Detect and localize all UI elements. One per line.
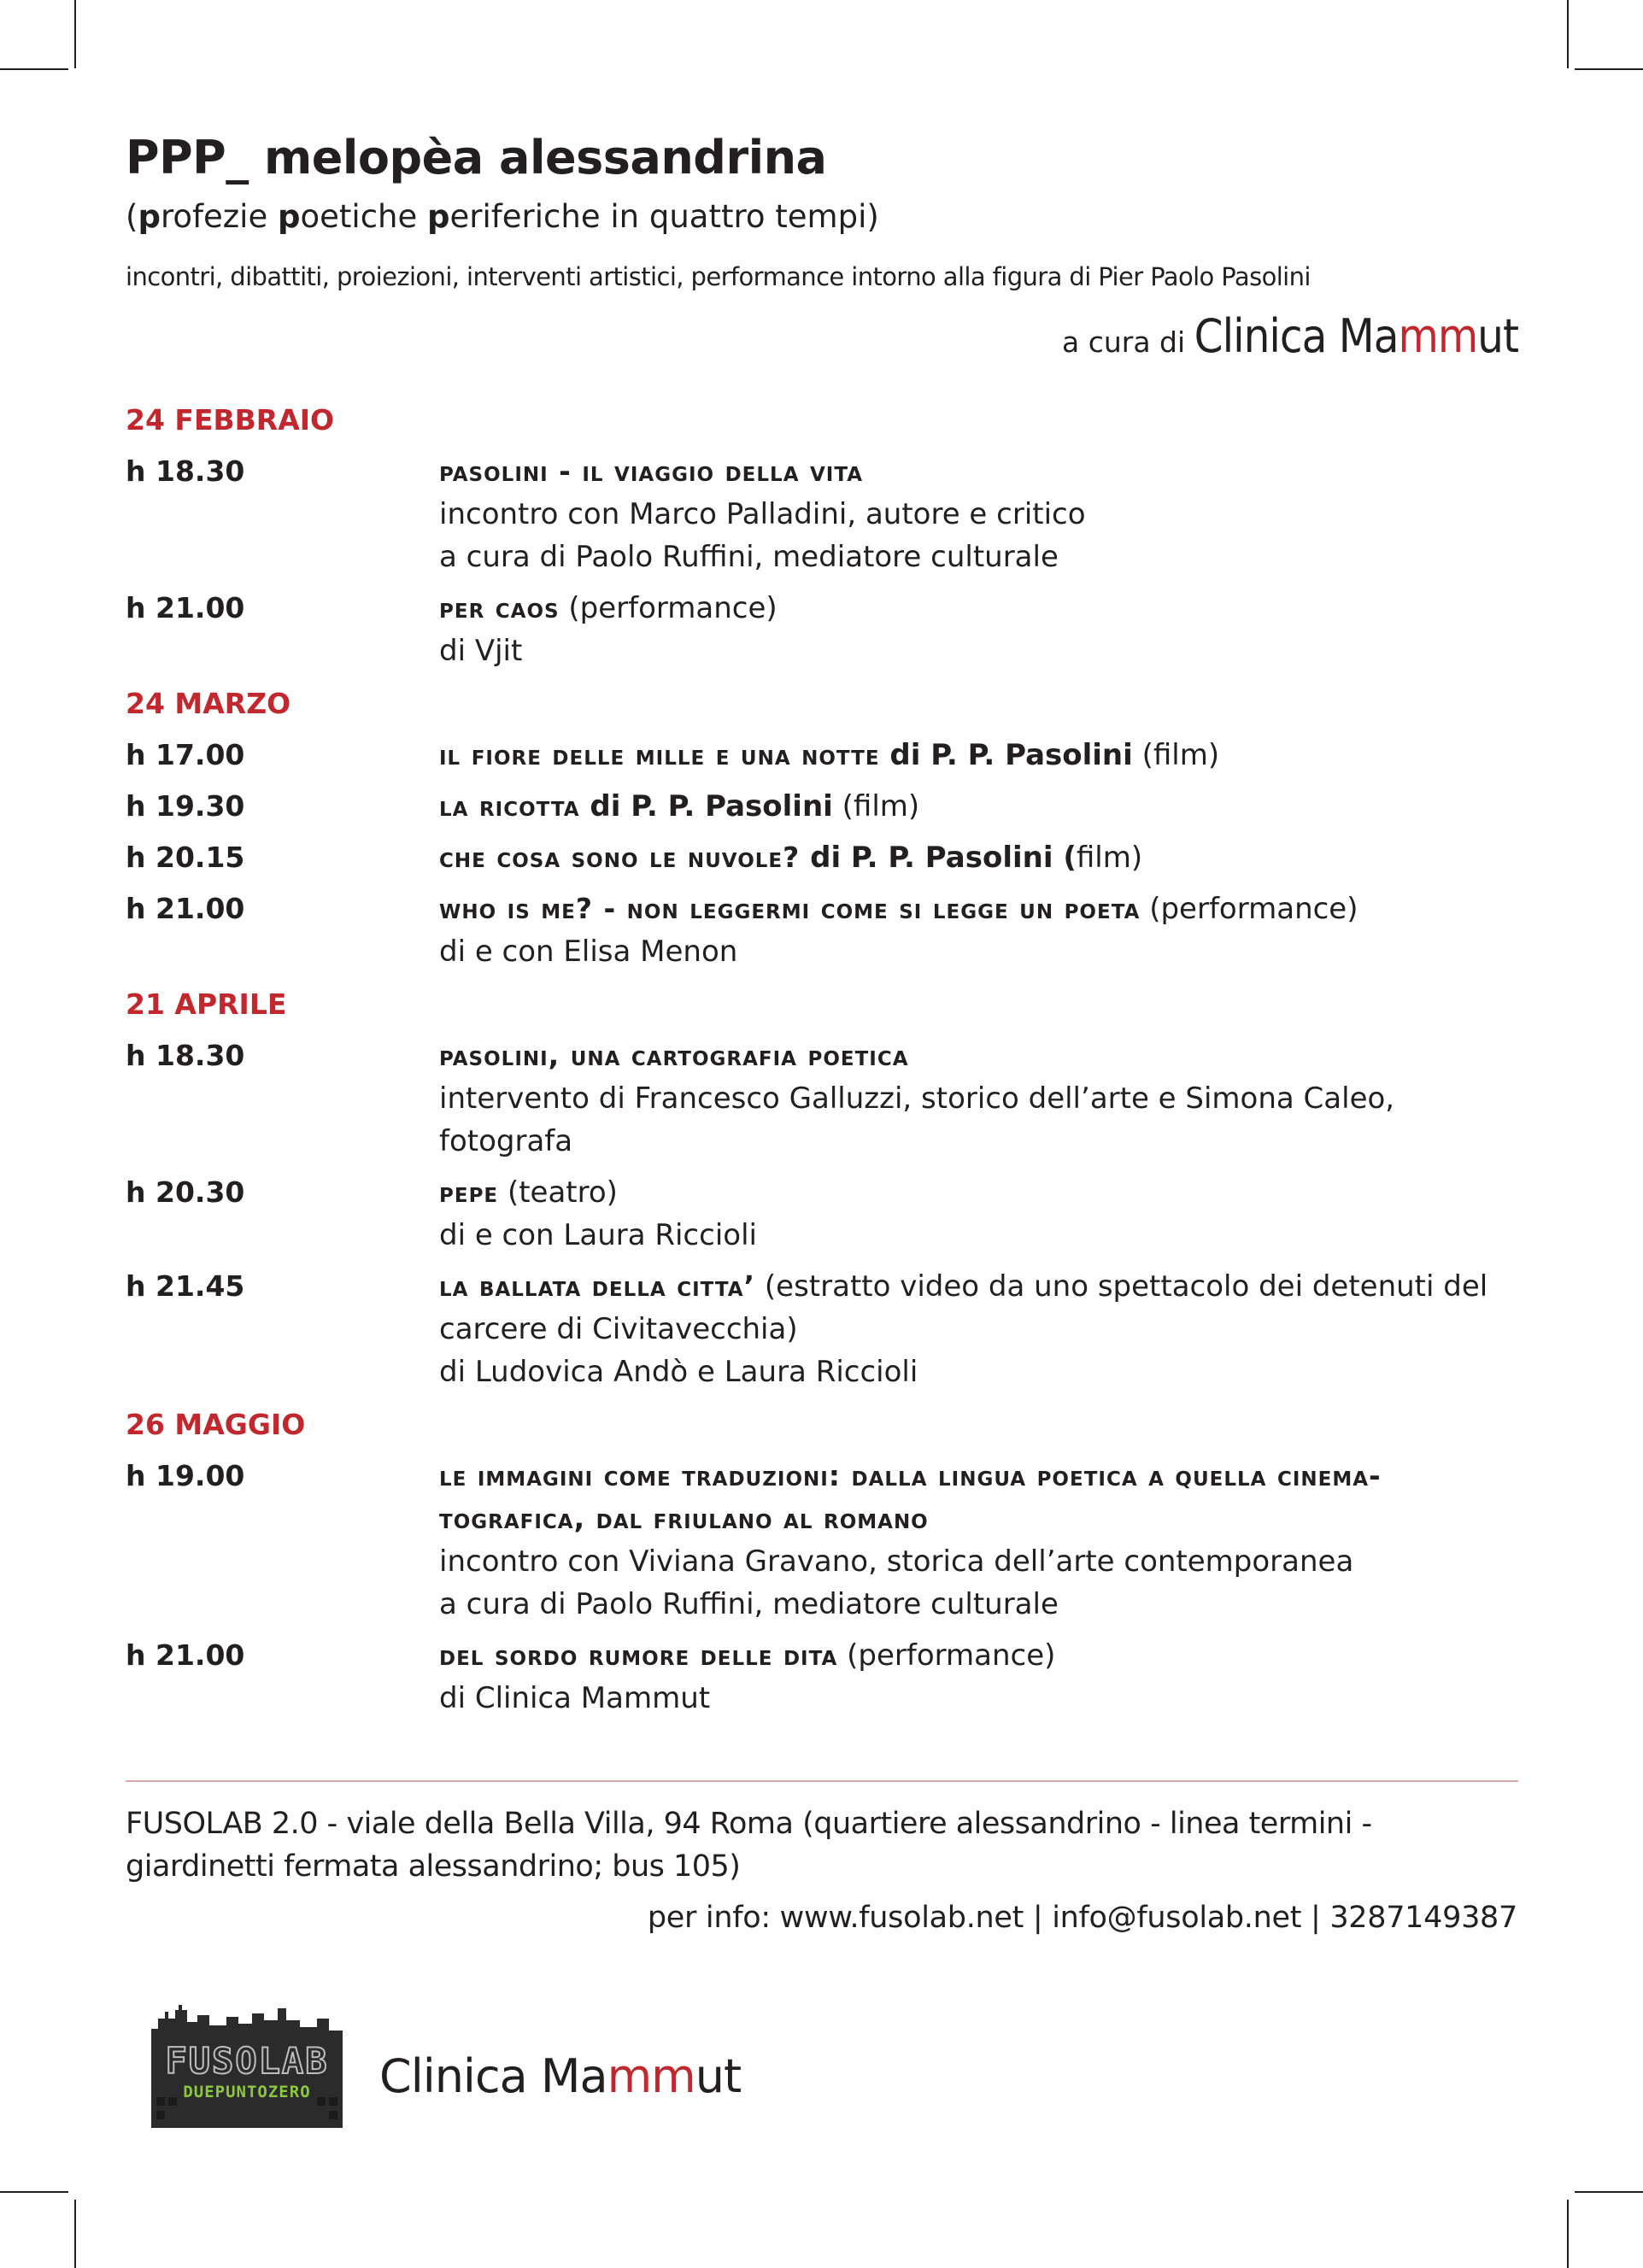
event-title: le immagini come traduzioni: dalla lingua poetica a quella cinema-tografica, dal friulano al romano [439,1459,1382,1535]
event-title-line [439,1265,1518,1351]
event-note: (performance) [837,1638,1056,1673]
event-time: h 21.00 [126,591,245,624]
event-row [126,450,1518,578]
event-row [126,1171,1518,1257]
event-title-line [439,888,1518,930]
event-title-line [439,836,1518,879]
event-title-line [439,1455,1518,1540]
event-title: del sordo rumore delle dita [439,1638,838,1672]
crop-mark [0,2191,68,2193]
event-title-line [439,1171,1518,1214]
event-note: (film) [1132,738,1220,772]
event-row [126,587,1518,672]
event-note: (estratto video da uno spettacolo dei detenuti del carcere di Civitavecchia) [439,1269,1488,1346]
event-detail-line: di e con Laura Riccioli [439,1218,757,1252]
fusolab-wordmark: FUSOLAB [165,2040,329,2082]
event-time: h 19.30 [126,789,245,823]
event-title-line [439,785,1518,828]
event-row [126,734,1518,777]
contact-info: per info: www.fusolab.net | info@fusolab.net | 3287149387 [647,1901,1517,1935]
event-details [439,1455,1518,1626]
event-row [126,1265,1518,1393]
event-details [439,1034,1518,1163]
event-time: h 21.00 [126,1638,245,1672]
crop-mark [1575,2191,1643,2193]
event-note: (performance) [559,591,777,625]
event-row [126,888,1518,973]
event-detail-line: di Vjit [439,634,523,668]
event-author: di P. P. Pasolini [879,738,1133,772]
event-title-line [439,1634,1518,1677]
event-title-line [439,1034,1518,1077]
event-note: (performance) [1140,892,1358,926]
event-time: h 20.30 [126,1175,245,1209]
event-detail-line: intervento di Francesco Galluzzi, storico dell’arte e Simona Caleo, fotografa [439,1081,1395,1158]
event-title: who is me? - non leggermi come si legge un poeta [439,892,1141,925]
event-note: (film) [832,789,920,823]
event-time: h 17.00 [126,738,245,771]
clinica-mammut-logo: Clinica Mammut [379,2049,742,2103]
event-title-line [439,450,1518,493]
subtitle-word: oetiche [300,198,428,235]
program-date: 24 MARZO [126,687,291,720]
event-title: pasolini - il viaggio della vita [439,454,864,488]
subtitle-initial: p [138,198,161,235]
event-details [439,1265,1518,1393]
event-row [126,785,1518,828]
event-detail-line: incontro con Viviana Gravano, storica dell’arte contemporanea [439,1544,1354,1579]
subtitle-word: rofezie [160,198,278,235]
event-detail-line: di Clinica Mammut [439,1681,711,1715]
event-note: film) [1076,841,1143,875]
program-date: 21 APRILE [126,987,287,1021]
event-details [439,1634,1518,1720]
event-detail-line: a cura di Paolo Ruffini, mediatore culturale [439,540,1059,574]
event-title: pasolini, una cartografia poetica [439,1039,909,1072]
event-author: di P. P. Pasolini ( [800,841,1077,875]
curated-prefix: a cura di [1061,325,1186,359]
event-details [439,734,1518,777]
event-title: il fiore delle mille e una notte [439,738,880,771]
event-title: per caos [439,591,560,624]
flyer-content [126,128,1518,1720]
event-title: la ballata della citta’ [439,1269,756,1303]
event-details [439,888,1518,973]
event-row [126,1455,1518,1626]
event-note: (teatro) [498,1175,618,1210]
subtitle-initial: p [278,198,301,235]
subtitle-word: eriferiche in quattro tempi) [449,198,879,235]
event-details [439,785,1518,828]
event-title: che cosa sono le nuvole? [439,841,801,874]
event-row [126,836,1518,879]
description: incontri, dibattiti, proiezioni, interventi artistici, performance intorno alla figura di Pier Paolo Pasolini [126,262,1311,291]
event-time: h 21.45 [126,1269,245,1303]
program-schedule [126,399,1518,1720]
event-title: la ricotta [439,789,580,823]
crop-mark [74,0,76,68]
event-time: h 18.30 [126,454,245,488]
event-title-line [439,587,1518,630]
event-time: h 20.15 [126,841,245,874]
crop-mark [0,68,68,70]
event-detail-line: di e con Elisa Menon [439,935,738,969]
page-title: PPP_ melopèa alessandrina [126,131,827,185]
event-detail-line: di Ludovica Andò e Laura Riccioli [439,1355,918,1389]
crop-mark [1575,68,1643,70]
event-title-line [439,734,1518,777]
crop-mark [74,2200,76,2268]
event-details [439,587,1518,672]
crop-mark [1567,2200,1569,2268]
event-details [439,450,1518,578]
event-time: h 19.00 [126,1459,245,1492]
event-title: pepe [439,1175,499,1209]
program-date: 26 MAGGIO [126,1408,306,1441]
event-details [439,1171,1518,1257]
venue-address: FUSOLAB 2.0 - viale della Bella Villa, 94 Roma (quartiere alessandrino - linea termini - giardinetti fermata alessandrino; bus 105) [126,1807,1372,1884]
program-date: 24 FEBBRAIO [126,403,335,437]
subtitle-initial: p [427,198,450,235]
event-time: h 21.00 [126,892,245,925]
event-time: h 18.30 [126,1039,245,1072]
event-row [126,1034,1518,1163]
subtitle: (profezie poetiche periferiche in quattro tempi) [126,198,879,235]
event-details [439,836,1518,879]
curated-by [126,309,1518,370]
event-author: di P. P. Pasolini [579,789,833,823]
crop-mark [1567,0,1569,68]
event-detail-line: a cura di Paolo Ruffini, mediatore culturale [439,1587,1059,1621]
clinica-mammut-wordmark: Clinica Mammut [1194,309,1518,363]
divider [126,1780,1518,1782]
fusolab-sub-wordmark: DUEPUNTOZERO [183,2083,311,2101]
fusolab-logo [150,2003,344,2130]
event-detail-line: incontro con Marco Palladini, autore e critico [439,497,1086,531]
event-row [126,1634,1518,1720]
